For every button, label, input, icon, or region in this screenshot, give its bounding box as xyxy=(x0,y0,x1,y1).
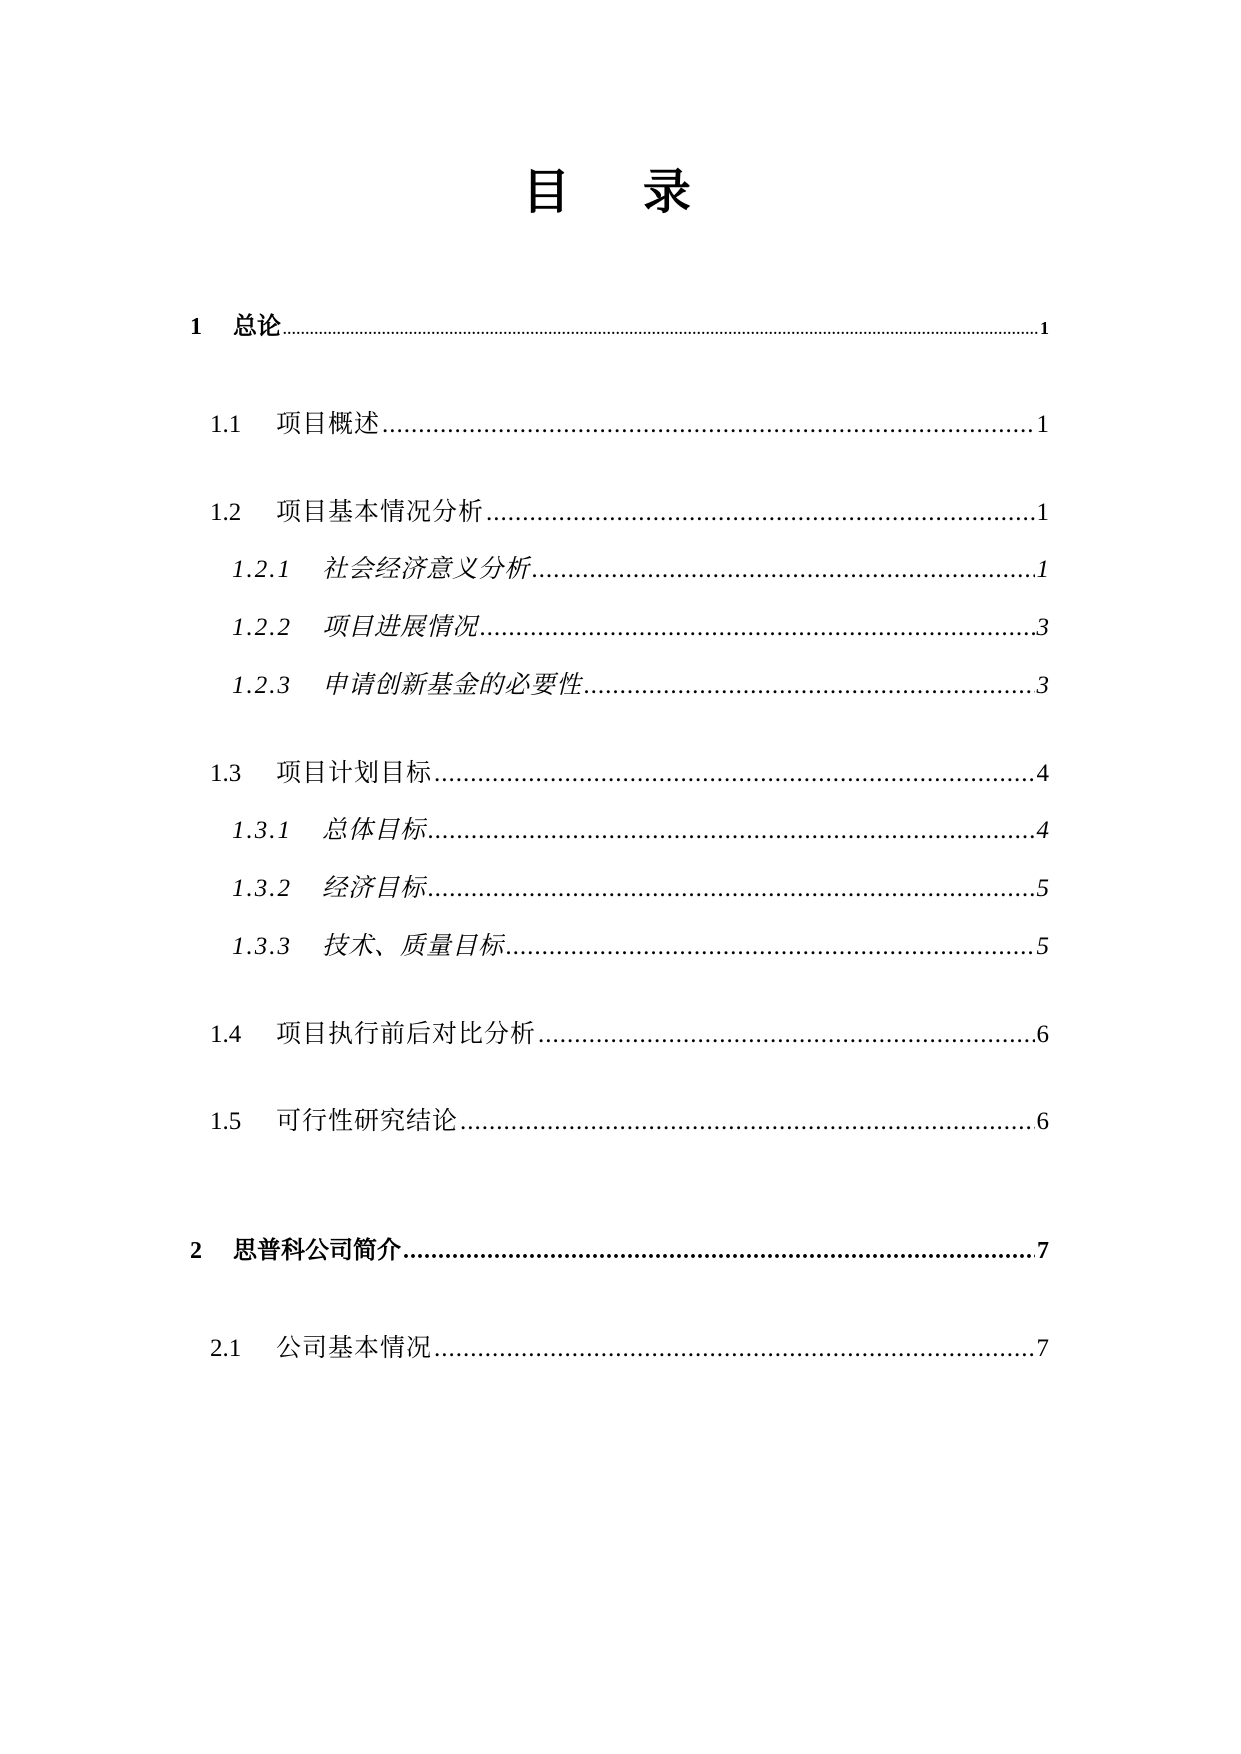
toc-page-number: 1 xyxy=(1036,499,1049,526)
toc-page-number: 6 xyxy=(1036,1021,1049,1048)
toc-number: 1.1 xyxy=(210,411,242,438)
toc-page-number: 6 xyxy=(1036,1108,1049,1135)
toc-page-number: 7 xyxy=(1036,1335,1049,1362)
toc-title: 项目进展情况 xyxy=(322,612,479,641)
toc-leader-dots xyxy=(538,1021,1034,1049)
toc-title: 社会经济意义分析 xyxy=(322,554,531,583)
toc-entry-1-3-3[interactable] xyxy=(232,926,1049,962)
toc-title: 可行性研究结论 xyxy=(276,1106,459,1135)
toc-leader-dots xyxy=(382,411,1034,439)
toc-leader-dots xyxy=(486,499,1034,527)
toc-number: 1.4 xyxy=(210,1021,242,1048)
toc-leader-dots xyxy=(532,556,1034,584)
toc-leader-dots xyxy=(460,1108,1034,1136)
toc-entry-1-1[interactable] xyxy=(210,404,1049,440)
toc-leader-dots xyxy=(428,817,1034,845)
toc-page-number: 4 xyxy=(1036,760,1049,787)
toc-page-number: 1 xyxy=(1036,411,1049,438)
toc-page-number: 3 xyxy=(1036,614,1049,641)
toc-number: 2 xyxy=(190,1238,202,1264)
toc-title: 项目执行前后对比分析 xyxy=(276,1019,537,1048)
toc-entry-2-1[interactable] xyxy=(210,1328,1049,1364)
toc-leader-dots xyxy=(428,875,1034,903)
toc-entry-1-3-1[interactable] xyxy=(232,810,1049,846)
toc-page-number: 5 xyxy=(1036,875,1049,902)
toc-entry-2[interactable] xyxy=(190,1230,1049,1265)
toc-title: 经济目标 xyxy=(322,873,427,902)
toc-title: 申请创新基金的必要性 xyxy=(322,670,583,699)
toc-entry-1-2-2[interactable] xyxy=(232,607,1049,643)
toc-entry-1[interactable] xyxy=(190,306,1049,341)
toc-entry-1-2-3[interactable] xyxy=(232,665,1049,701)
toc-entry-1-2[interactable] xyxy=(210,492,1049,528)
toc-number: 1.5 xyxy=(210,1108,242,1135)
toc-page-number: 4 xyxy=(1036,817,1049,844)
toc-title: 思普科公司简介 xyxy=(233,1236,401,1264)
toc-number: 1.2.3 xyxy=(232,672,292,699)
toc-leader-dots xyxy=(506,933,1034,961)
toc-entry-1-5[interactable] xyxy=(210,1101,1049,1137)
toc-leader-dots xyxy=(434,1335,1034,1363)
toc-title: 总体目标 xyxy=(322,815,427,844)
toc-number: 1.3.2 xyxy=(232,875,292,902)
toc-number: 1.2 xyxy=(210,499,242,526)
toc-number: 1.2.1 xyxy=(232,556,292,583)
toc-entry-1-2-1[interactable] xyxy=(232,549,1049,585)
toc-number: 1.3.3 xyxy=(232,933,292,960)
toc-title: 项目基本情况分析 xyxy=(276,497,485,526)
toc-number: 1.2.2 xyxy=(232,614,292,641)
toc-title: 总论 xyxy=(233,312,281,340)
toc-number: 1.3 xyxy=(210,760,242,787)
toc-number: 1 xyxy=(190,314,202,340)
toc-entry-1-3[interactable] xyxy=(210,753,1049,789)
toc-page-number: 3 xyxy=(1036,672,1049,699)
toc-title: 项目概述 xyxy=(276,409,381,438)
toc-number: 1.3.1 xyxy=(232,817,292,844)
toc-title: 项目计划目标 xyxy=(276,758,433,787)
page-title: 目 录 xyxy=(522,164,719,220)
toc-leader-dots xyxy=(434,760,1034,788)
toc-entry-1-4[interactable] xyxy=(210,1014,1049,1050)
toc-leader-dots xyxy=(480,614,1034,642)
toc-leader-dots xyxy=(584,672,1034,700)
toc-number: 2.1 xyxy=(210,1335,242,1362)
toc-entry-1-3-2[interactable] xyxy=(232,868,1049,904)
toc-page-number: 1 xyxy=(1036,556,1049,583)
toc-title: 技术、质量目标 xyxy=(322,931,505,960)
toc-page-number: 5 xyxy=(1036,933,1049,960)
toc-title: 公司基本情况 xyxy=(276,1333,433,1362)
toc-leader-dots xyxy=(403,1238,1035,1265)
toc-leader-dots xyxy=(283,323,1038,339)
toc-page-number: 7 xyxy=(1037,1238,1049,1264)
toc-page-number: 1 xyxy=(1040,318,1049,338)
